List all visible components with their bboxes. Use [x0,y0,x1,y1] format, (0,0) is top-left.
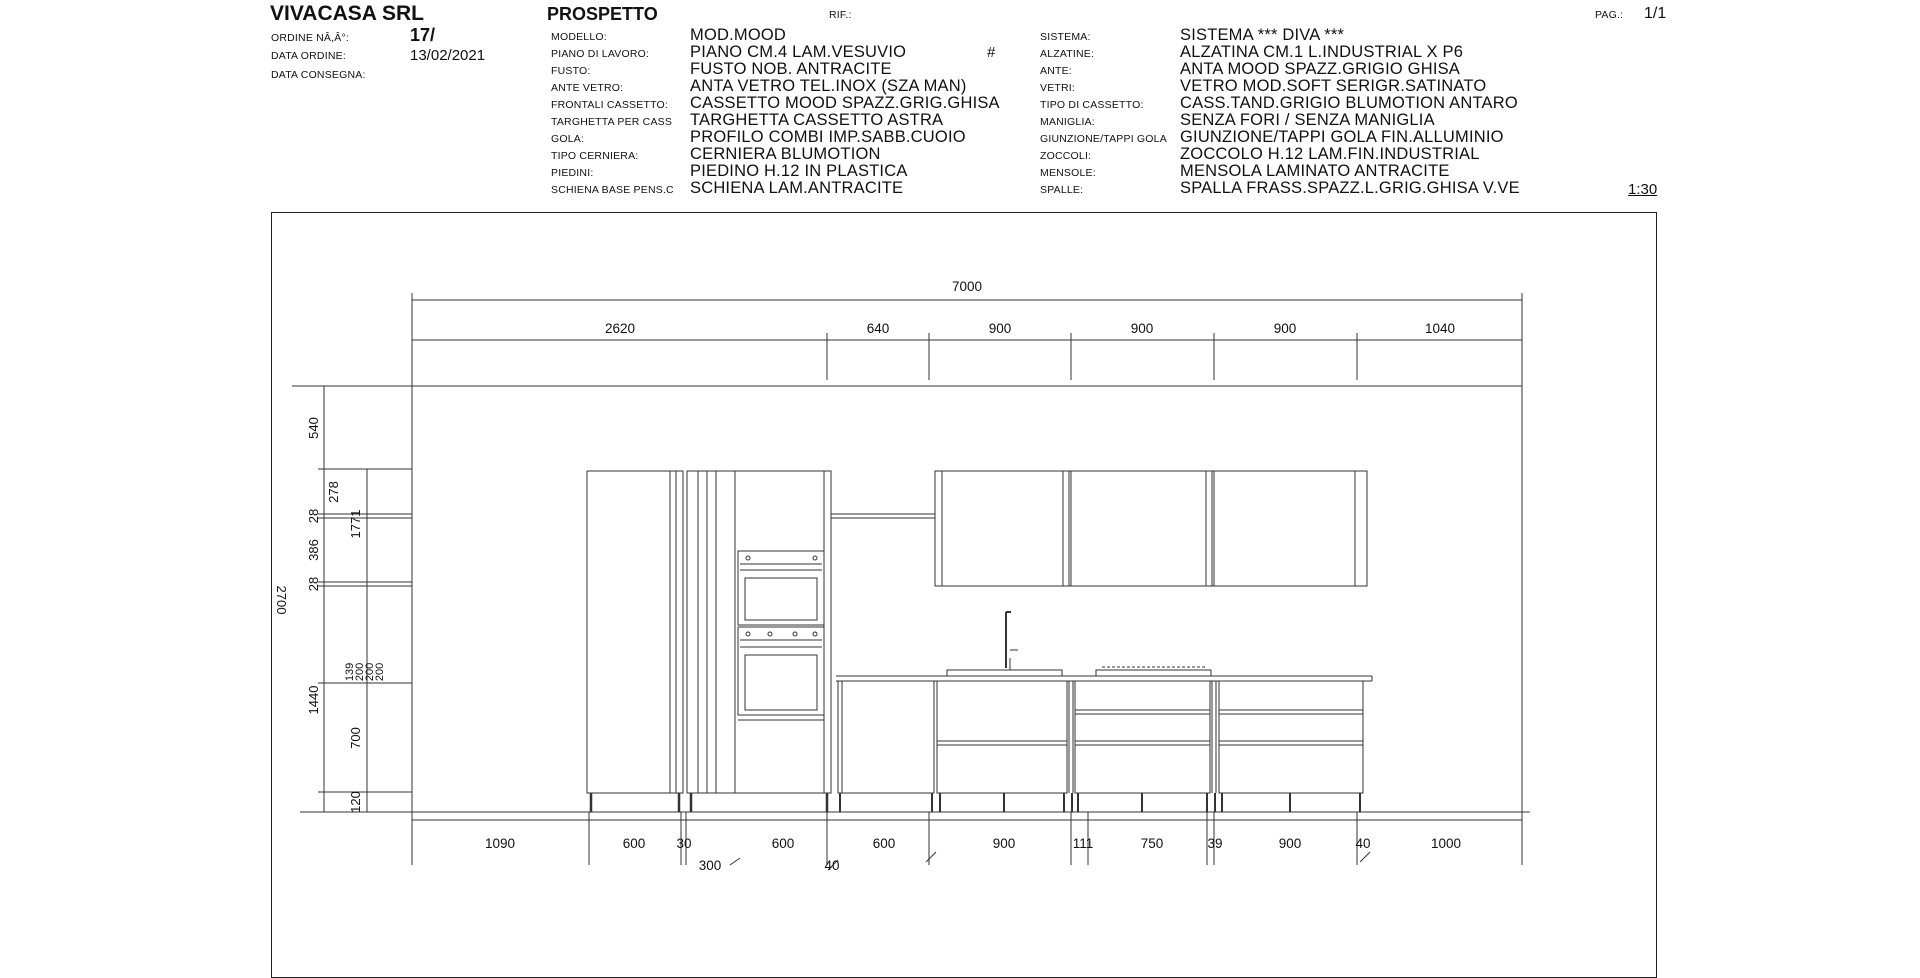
spec-label: ANTE VETRO: [551,82,624,94]
spec-value: VETRO MOD.SOFT SERIGR.SATINATO [1180,77,1487,95]
spec-value: PIEDINO H.12 IN PLASTICA [690,162,908,180]
spec-value: SENZA FORI / SENZA MANIGLIA [1180,111,1435,129]
spec-label: MENSOLE: [1040,167,1096,179]
dimension-label: 300 [698,858,722,873]
bottom-dimension-labels [485,836,1461,873]
wall-height-label: 2700 [274,585,289,615]
dimension-label: 1040 [1424,321,1456,336]
spec-value: SPALLA FRASS.SPAZZ.L.GRIG.GHISA V.VE [1180,179,1520,197]
spec-label: ZOCCOLI: [1040,150,1092,162]
spec-label: TIPO CERNIERA: [551,150,639,162]
dimension-label: 900 [988,321,1012,336]
delivery-date-label: DATA CONSEGNA: [271,69,366,81]
dimension-label: 600 [872,836,896,851]
reference-label: RIF.: [829,9,852,21]
dimension-label: 200 [364,662,376,682]
company-name: VIVACASA SRL [270,2,425,25]
spec-label: TIPO DI CASSETTO: [1040,99,1144,111]
dimension-label: 40 [1355,836,1371,851]
oven-upper [738,551,824,625]
spec-label: PIEDINI: [551,167,594,179]
document-title: PROSPETTO [547,4,658,24]
dimension-label: 39 [1207,836,1223,851]
spec-value: ZOCCOLO H.12 LAM.FIN.INDUSTRIAL [1180,145,1480,163]
dimension-label: 540 [306,417,321,439]
spec-label: SPALLE: [1040,184,1084,196]
worktop [836,676,1372,681]
spec-value: ANTA VETRO TEL.INOX (SZA MAN) [690,77,967,95]
dimension-label: 640 [866,321,890,336]
hob [1096,667,1211,676]
dimension-label: 278 [326,481,341,503]
top-segment-labels [605,321,1455,336]
spec-value: MENSOLA LAMINATO ANTRACITE [1180,162,1450,180]
dimension-label: 1440 [306,685,321,715]
dimension-label: 750 [1140,836,1164,851]
spec-label: VETRI: [1040,82,1076,94]
spec-label: FRONTALI CASSETTO: [551,99,668,111]
drawing-scale: 1:30 [1628,181,1658,198]
dimension-label: 600 [771,836,795,851]
dimension-label: 40 [824,858,840,873]
dimension-label: 900 [1273,321,1297,336]
spec-label: ALZATINE: [1040,48,1095,60]
dimension-label: 700 [348,727,363,749]
wall-cabinets [935,471,1367,586]
dimension-label: 28 [306,576,321,592]
dimension-label: 200 [374,662,386,682]
spec-value: ANTA MOOD SPAZZ.GRIGIO GHISA [1180,60,1461,78]
hash-mark: # [987,44,996,61]
dimension-label: 28 [306,508,321,524]
dimension-label: 900 [1278,836,1302,851]
order-date-value: 13/02/2021 [410,47,486,64]
left-dimension-labels [274,417,386,813]
page-label: PAG.: [1595,9,1624,21]
spec-label: PIANO DI LAVORO: [551,48,650,60]
spec-label: SISTEMA: [1040,31,1091,43]
dimension-label: 900 [992,836,1016,851]
sink-and-tap [947,612,1062,676]
spec-value: MOD.MOOD [690,26,787,44]
page-number: 1/1 [1644,5,1667,22]
spec-value: PIANO CM.4 LAM.VESUVIO [690,43,907,61]
spec-label: FUSTO: [551,65,591,77]
spec-value: SISTEMA *** DIVA *** [1180,26,1345,44]
dimension-label: 111 [1072,836,1094,851]
spec-value: GIUNZIONE/TAPPI GOLA FIN.ALLUMINIO [1180,128,1504,146]
tall-oven-column [687,471,831,812]
spec-label: MODELLO: [551,31,607,43]
spec-value: CERNIERA BLUMOTION [690,145,881,163]
dimension-label: 600 [622,836,646,851]
wall-outline [300,386,1530,812]
dimension-label: 2620 [604,321,636,336]
tall-cabinet-left [587,471,683,812]
dimension-label: 386 [306,539,321,561]
spec-value: FUSTO NOB. ANTRACITE [690,60,892,78]
cabinet-feet [840,793,1360,812]
spec-label: GIUNZIONE/TAPPI GOLA [1040,133,1167,145]
spec-value: SCHIENA LAM.ANTRACITE [690,179,904,197]
order-date-label: DATA ORDINE: [271,50,346,62]
spec-label: ANTE: [1040,65,1072,77]
top-dimension-lines [412,293,1522,386]
order-number-label: ORDINE NÂ,Â°: [271,32,349,44]
spec-label: MANIGLIA: [1040,116,1095,128]
dimension-label: 200 [354,662,366,682]
spec-value: ALZATINA CM.1 L.INDUSTRIAL X P6 [1180,43,1464,61]
wall-shelf [831,514,935,518]
spec-label: SCHIENA BASE PENS.C [551,184,674,196]
dimension-label: 900 [1130,321,1154,336]
dimension-label: 1000 [1430,836,1462,851]
order-number-value: 17/ [410,25,436,45]
base-cabinets [838,681,1363,793]
spec-value: TARGHETTA CASSETTO ASTRA [690,111,944,129]
dimension-label: 1771 [348,509,363,539]
dimension-label: 120 [348,791,363,813]
spec-value: CASSETTO MOOD SPAZZ.GRIG.GHISA [690,94,1000,112]
spec-value: PROFILO COMBI IMP.SABB.CUOIO [690,128,966,146]
dimension-label: 1090 [484,836,516,851]
spec-value: CASS.TAND.GRIGIO BLUMOTION ANTARO [1180,94,1518,112]
spec-label: TARGHETTA PER CASS [551,116,673,128]
dimension-label: 139 [344,662,356,682]
spec-label: GOLA: [551,133,585,145]
dimension-label: 30 [676,836,692,851]
overall-width-label: 7000 [951,279,983,294]
